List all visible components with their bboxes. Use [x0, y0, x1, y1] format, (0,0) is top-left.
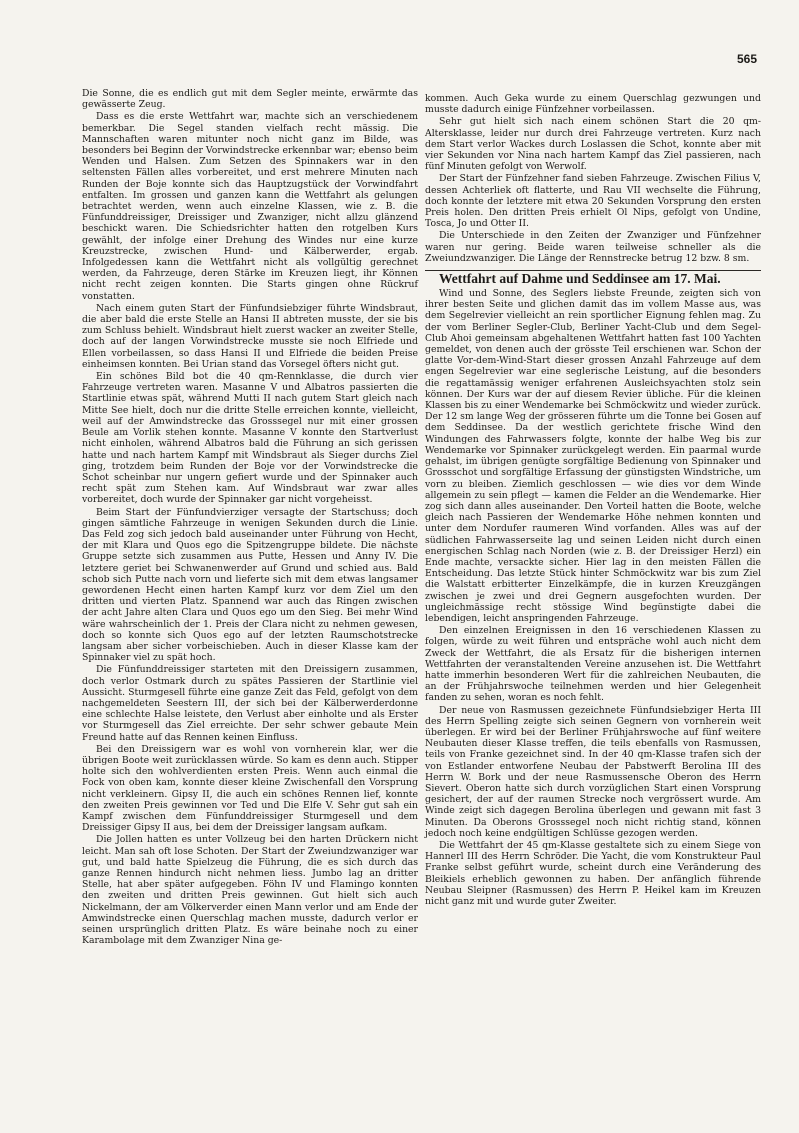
- page-number: 565: [736, 52, 757, 66]
- paragraph: Wind und Sonne, des Seglers liebste Freunde, zeigten sich von ihrer besten Seite und glichen damit das im vollem Masse aus, was dem Segelrevier vielleicht an rein sportlicher Eignung fehlen mag. Zu der vom Berliner Segler-Club, Berliner Yacht-Club und dem Segel-Club Ahoi gemeinsam abgehaltenen Wettfahrt hatten fast 100 Yachten gemeldet, von denen auch der grösste Teil erschienen war. Schon der glatte Vor-dem-Wind-Start dieser grossen Anzahl Fahrzeuge auf dem engen Segelrevier war eine seglerische Leistung, auf die besonders die regattamässig weniger erfahrenen Ausleichsyachten stolz sein können. Der Kurs war der auf diesem Revier übliche. Für die kleinen Klassen bis zu einer Wendemarke bei Schmöckwitz und wieder zurück. Der 12 sm lange Weg der grösseren führte um die Tonne bei Gosen auf dem Seddinsee. Da der westlich gerichtete frische Wind den Windungen des Fahrwassers folgte, konnte der halbe Weg bis zur Wendemarke vor Spinnaker zurückgelegt werden. Ein paarmal wurde gehalst, im übrigen genügte sorgfältige Bedienung von Spinnaker und Grossschot und sorgfältige Erfassung der günstigsten Windstriche, um vorn zu bleiben. Ziemlich geschlossen — wie dies vor dem Winde allgemein zu sein pflegt — kamen die Felder an die Wendemarke. Hier zog sich dann alles auseinander. Den Vorteil hatten die Boote, welche gleich nach Passieren der Wendemarke Höhe nehmen konnten und unter dem Nordufer raumeren Wind vorfanden. Alles was auf der südlichen Fahrwasserseite lag und seinen Leiden nicht durch einen energischen Schlag nach Norden (wie z. B. der Dreissiger Herzl) ein Ende machte, versackte sicher. Hier lag in den meisten Fällen die Entscheidung. Das letzte Stück hinter Schmöckwitz war bis zum Ziel die Walstatt erbitterter Einzelkämpfe, die in kurzen Kreuzgängen zwischen je zwei und drei Gegnern ausgefochten wurden. Der ungleichmässige recht stössige Wind begünstigte dabei die lebendigen, leicht anspringenden Fahrzeuge.: [425, 288, 761, 624]
- paragraph: Die Unterschiede in den Zeiten der Zwanziger und Fünfzehner waren nur gering. Beide waren teilweise schneller als die Zweiundzwanziger. Die Länge der Rennstrecke betrug 12 bzw. 8 sm.: [425, 230, 761, 264]
- paragraph: Die Jollen hatten es unter Vollzeug bei den harten Drückern nicht leicht. Man sah oft lose Schoten. Der Start der Zweiundzwanziger war gut, und bald hatte Spielzeug die Führung, die es sich durch das ganze Rennen hindurch nicht nehmen liess. Jumbo lag an dritter Stelle, hat aber später aufgegeben. Föhn IV und Flamingo konnten den zweiten und dritten Preis gewinnen. Gut hielt sich auch Nickelmann, der am Völkerverder einen Mann verlor und am Ende der Amwindstrecke einen Querschlag machen musste, dadurch verlor er seinen ursprünglich dritten Platz. Es wäre beinahe noch zu einer Karambolage mit dem Zwanziger Nina ge-: [82, 834, 418, 947]
- paragraph: Dass es die erste Wettfahrt war, machte sich an verschiedenem bemerkbar. Die Segel standen vielfach recht mässig. Die Mannschaften waren mitunter noch nicht ganz im Bilde, was besonders bei Beginn der Vorwindstrecke erkennbar war; ebenso beim Wenden und Halsen. Zum Setzen des Spinnakers war in den seltensten Fällen alles vorbereitet, und erst mehrere Minuten nach Runden der Boje konnte sich das Hauptzugstück der Vorwindfahrt entfalten. Im grossen und ganzen kann die Wettfahrt als gelungen betrachtet werden, wenn auch einzelne Klassen, wie z. B. die Fünfunddreissiger, Dreissiger und Zwanziger, nicht allzu glänzend beschickt waren. Die Schiedsrichter hatten den rotgelben Kurs gewählt, der infolge einer Drehung des Windes nur eine kurze Kreuzstrecke, zwischen Hund- und Kälberwerder, ergab. Infolgedessen kann die Wettfahrt nicht als vollgültig gerechnet werden, da Fahrzeuge, deren Stärke im Kreuzen liegt, ihr Können nicht recht zeigen konnten. Die Starts gingen ohne Rückruf vonstatten.: [82, 111, 418, 302]
- right-column: [425, 93, 761, 907]
- paragraph: Nach einem guten Start der Fünfundsiebziger führte Windsbraut, die aber bald die erste Stelle an Hansi II abtreten musste, der sie bis zum Schluss behielt. Windsbraut hielt zuerst wacker an zweiter Stelle, doch auf der langen Vorwindstrecke musste sie noch Elfriede und Ellen vorbeilassen, so dass Hansi II und Elfriede die beiden Preise einheimsen konnten. Bei Urian stand das Vorsegel öfters nicht gut.: [82, 302, 418, 370]
- paragraph: Der neue von Rasmussen gezeichnete Fünfundsiebziger Herta III des Herrn Spelling zeigte sich seinen Gegnern von vornherein weit überlegen. Er wird bei der Berliner Frühjahrswoche auf fünf weitere Neubauten dieser Klasse treffen, die teils ebenfalls von Rasmussen, teils von Franke gezeichnet sind. In der 40 qm-Klasse trafen sich der von Estlander entworfene Neubau der Pabstwerft Berolina III des Herrn W. Bork und der neue Rasmussensche Oberon des Herrn Sievert. Oberon hatte sich durch vorzüglichen Start einen Vorsprung gesichert, der auf der raumen Strecke noch vergrössert wurde. Am Winde zeigt sich dagegen Berolina überlegen und gewann mit fast 3 Minuten. Da Oberons Grosssegel noch nicht richtig stand, können jedoch noch keine endgültigen Schlüsse gezogen werden.: [425, 704, 761, 839]
- paragraph: Bei den Dreissigern war es wohl von vornherein klar, wer die übrigen Boote weit zurücklassen würde. So kam es denn auch. Stipper holte sich den wohlverdienten ersten Preis. Wenn auch einmal die Fock von oben kam, konnte dieser kleine Zwischenfall den Vorsprung nicht verkleinern. Gipsy II, die auch ein schönes Rennen lief, konnte den zweiten Preis gewinnen vor Ted und Die Elfe V. Sehr gut sah ein Kampf zwischen dem Fünfunddreissiger Sturmgesell und dem Dreissiger Gipsy II aus, bei dem der Dreissiger langsam aufkam.: [82, 743, 418, 834]
- paragraph: kommen. Auch Geka wurde zu einem Querschlag gezwungen und musste dadurch einige Fünfzehner vorbeilassen.: [425, 93, 761, 116]
- paragraph: Den einzelnen Ereignissen in den 16 verschiedenen Klassen zu folgen, würde zu weit führen und entspräche wohl auch nicht dem Zweck der Wettfahrt, die als Ersatz für die bisherigen internen Wettfahrten der veranstaltenden Vereine anzusehen ist. Die Wettfahrt hatte immerhin besonderen Wert für die zahlreichen Neubauten, die an der Frühjahrswoche teilnehmen werden und hier Gelegenheit fanden zu sehen, woran es noch fehlt.: [425, 625, 761, 704]
- paragraph: Sehr gut hielt sich nach einem schönen Start die 20 qm-Altersklasse, leider nur durch drei Fahrzeuge vertreten. Kurz nach dem Start verlor Wackes durch Loslassen die Schot, konnte aber mit vier Sekunden vor Nina nach hartem Kampf das Ziel passieren, nach fünf Minuten gefolgt von Werwolf.: [425, 116, 761, 173]
- paragraph: Beim Start der Fünfundvierziger versagte der Startschuss; doch gingen sämtliche Fahrzeuge in wenigen Sekunden durch die Linie. Das Feld zog sich jedoch bald auseinander unter Führung von Hecht, der mit Klara und Quos ego die Spitzengruppe bildete. Die nächste Gruppe setzte sich zusammen aus Putte, Hessen und Anny IV. Die letztere geriet bei Schwanenwerder auf Grund und schied aus. Bald schob sich Putte nach vorn und lieferte sich mit dem etwas langsamer gewordenen Hecht einen harten Kampf kurz vor dem Ziel um den dritten und vierten Platz. Spannend war auch das Ringen zwischen der acht Jahre alten Clara und Quos ego um den Sieg. Bei mehr Wind wäre wahrscheinlich der 1. Preis der Clara nicht zu nehmen gewesen, doch so konnte sich Quos ego auf der letzten Raumschotstrecke langsam aber sicher vorbeischieben. Auch in dieser Klasse kam der Spinnaker viel zu spät hoch.: [82, 506, 418, 664]
- paragraph: Die Fünfunddreissiger starteten mit den Dreissigern zusammen, doch verlor Ostmark durch zu spätes Passieren der Startlinie viel Aussicht. Sturmgesell führte eine ganze Zeit das Feld, gefolgt von dem nachgemeldeten Seestern III, der sich bei der Kälberwerderdonne eine schlechte Halse leistete, den Verlust aber einholte und als Erster vor Sturmgesell das Ziel erreichte. Der sehr schwer gebaute Mein Freund hatte auf das Rennen keinen Einfluss.: [82, 664, 418, 743]
- paragraph: Die Sonne, die es endlich gut mit dem Segler meinte, erwärmte das gewässerte Zeug.: [82, 88, 418, 111]
- left-column: [82, 88, 418, 946]
- paragraph: Ein schönes Bild bot die 40 qm-Rennklasse, die durch vier Fahrzeuge vertreten waren. Masanne V und Albatros passierten die Startlinie etwas spät, während Mutti II nach gutem Start gleich nach Mitte See hielt, doch nur die dritte Stelle erreichen konnte, vielleicht, weil auf der Amwindstrecke das Grosssegel nur mit einer grossen Beule am Vorlik stehen konnte. Masanne V konnte den Startverlust nicht einholen, während Albatros bald die Führung an sich gerissen hatte und nach hartem Kampf mit Windsbraut als Sieger durchs Ziel ging, trotzdem beim Runden der Boje vor der Vorwindstrecke die Schot scheinbar nur ungern gefiert wurde und der Spinnaker auch recht spät zum Stehen kam. Auf Windsbraut war zwar alles vorbereitet, doch wurde der Spinnaker gar nicht vorgeheisst.: [82, 371, 418, 506]
- paragraph: Der Start der Fünfzehner fand sieben Fahrzeuge. Zwischen Filius V, dessen Achterliek oft flatterte, und Rau VII wechselte die Führung, doch konnte der letztere mit etwa 20 Sekunden Vorsprung den ersten Preis holen. Den dritten Preis erhielt Ol Nips, gefolgt von Undine, Tosca, Jo und Otter II.: [425, 173, 761, 230]
- paragraph: Die Wettfahrt der 45 qm-Klasse gestaltete sich zu einem Siege von Hannerl III des Herrn Schröder. Die Yacht, die vom Konstrukteur Paul Franke selbst geführt wurde, scheint durch eine Veränderung des Bleikiels erheblich gewonnen zu haben. Der anfänglich führende Neubau Sleipner (Rasmussen) des Herrn P. Heikel kam im Kreuzen nicht ganz mit und wurde guter Zweiter.: [425, 840, 761, 908]
- article-heading: Wettfahrt auf Dahme und Seddinsee am 17. Mai.: [439, 271, 721, 287]
